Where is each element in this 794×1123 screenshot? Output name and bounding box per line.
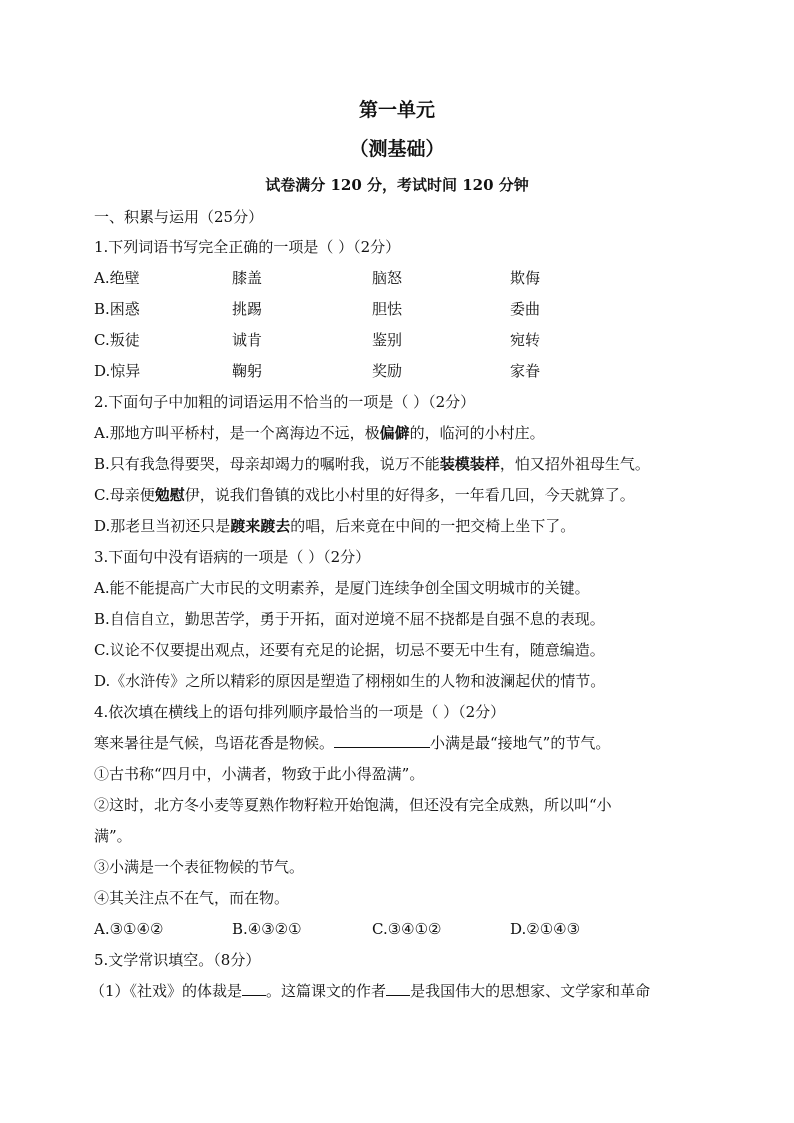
q2-option-c: C.母亲便勉慰伊，说我们鲁镇的戏比小村里的好得多，一年看几回，今天就算了。	[94, 486, 635, 504]
bold-word: 踱来踱去	[230, 517, 291, 535]
bold-word: 偏僻	[379, 424, 410, 442]
q5-stem: 5.文学常识填空。（8分）	[94, 951, 261, 969]
q2-option-d: D.那老旦当初还只是踱来踱去的唱，后来竟在中间的一把交椅上坐下了。	[94, 517, 576, 535]
q5-part-1: （1）《社戏》的体裁是 。这篇课文的作者 是我国伟大的思想家、文学家和革命	[90, 982, 651, 1000]
q1-row-a-w4: 欺侮	[510, 269, 541, 287]
q4-sentence-2a: ②这时，北方冬小麦等夏熟作物籽粒开始饱满，但还没有完全成熟，所以叫“小	[94, 796, 612, 814]
bold-word: 装模装样	[439, 455, 500, 473]
bold-word: 勉慰	[154, 486, 185, 504]
fill-blank[interactable]	[334, 733, 430, 748]
q4-option-c: C.③④①②	[372, 920, 442, 938]
q4-sentence-4: ④其关注点不在气，而在物。	[94, 889, 290, 907]
q1-row-c-w1: C.叛徒	[94, 331, 140, 349]
fill-blank[interactable]	[386, 981, 410, 996]
q4-sentence-1: ①古书称“四月中，小满者，物致于此小得盈满”。	[94, 765, 425, 783]
q1-row-b-w4: 委曲	[510, 300, 541, 318]
section-heading: 一、积累与运用（25分）	[94, 208, 264, 226]
q1-row-d-w2: 鞠躬	[232, 362, 263, 380]
fill-blank[interactable]	[242, 981, 266, 996]
unit-subtitle: （测基础）	[349, 138, 445, 160]
q2-stem: 2.下面句子中加粗的词语运用不恰当的一项是（ ）（2分）	[94, 393, 476, 411]
q3-option-c: C.议论不仅要提出观点，还要有充足的论据，切忌不要无中生有，随意编造。	[94, 641, 605, 659]
q4-sentence-3: ③小满是一个表征物候的节气。	[94, 858, 305, 876]
q4-context: 寒来暑往是气候，鸟语花香是物候。 小满是最“接地气”的节气。	[94, 734, 611, 752]
q4-stem: 4.依次填在横线上的语句排列顺序最恰当的一项是（ ）（2分）	[94, 703, 506, 721]
q1-row-c-w4: 宛转	[510, 331, 541, 349]
exam-info: 试卷满分 120 分，考试时间 120 分钟	[265, 176, 529, 194]
q4-sentence-2b: 满”。	[94, 827, 132, 845]
q3-option-a: A.能不能提高广大市民的文明素养，是厦门连续争创全国文明城市的关键。	[94, 579, 590, 597]
q2-option-a: A.那地方叫平桥村，是一个离海边不远，极偏僻的，临河的小村庄。	[94, 424, 545, 442]
q4-option-a: A.③①④②	[94, 920, 164, 938]
q1-stem: 1.下列词语书写完全正确的一项是（ ）（2分）	[94, 238, 401, 256]
q1-row-a-w3: 脑怒	[372, 269, 403, 287]
q1-row-b-w1: B.困惑	[94, 300, 140, 318]
q1-row-a-w2: 膝盖	[232, 269, 263, 287]
q4-option-d: D.②①④③	[510, 920, 581, 938]
q1-row-a-w1: A.绝壁	[94, 269, 140, 287]
unit-title: 第一单元	[358, 99, 435, 121]
q3-option-b: B.自信自立，勤思苦学，勇于开拓，面对逆境不屈不挠都是自强不息的表现。	[94, 610, 605, 628]
q1-row-d-w3: 奖励	[372, 362, 403, 380]
q1-row-c-w2: 诚肯	[232, 331, 263, 349]
q1-row-b-w3: 胆怯	[372, 300, 403, 318]
q1-row-c-w3: 鉴别	[372, 331, 403, 349]
q1-row-d-w1: D.惊异	[94, 362, 141, 380]
q4-option-b: B.④③②①	[232, 920, 302, 938]
q1-row-d-w4: 家眷	[510, 362, 541, 380]
q3-option-d: D.《水浒传》之所以精彩的原因是塑造了栩栩如生的人物和波澜起伏的情节。	[94, 672, 606, 690]
q3-stem: 3.下面句中没有语病的一项是（ ）（2分）	[94, 548, 371, 566]
q2-option-b: B.只有我急得要哭，母亲却竭力的嘱咐我，说万不能装模装样，怕又招外祖母生气。	[94, 455, 650, 473]
q1-row-b-w2: 挑踢	[232, 300, 263, 318]
